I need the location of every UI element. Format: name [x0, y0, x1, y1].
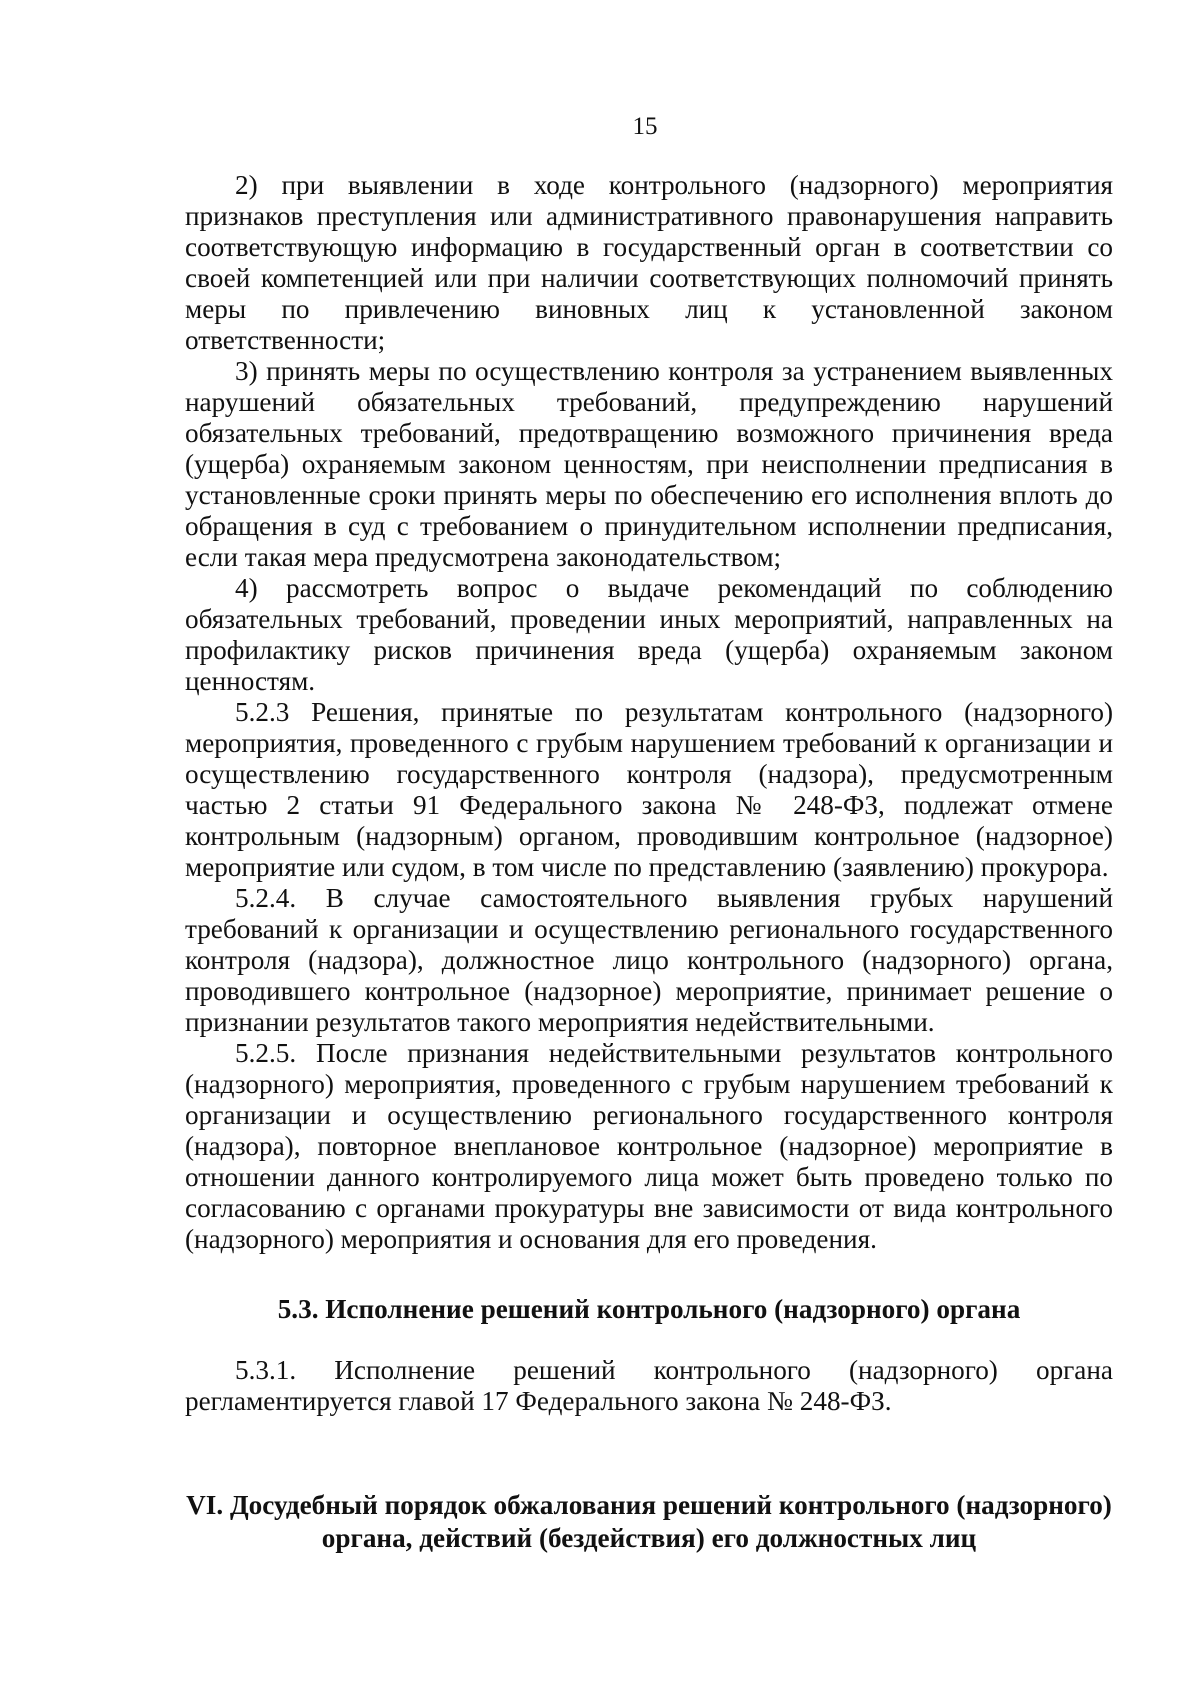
paragraph-item-4: 4) рассмотреть вопрос о выдаче рекомендаций по соблюдению обязательных требований, проведении иных мероприятий, направленных на профилактику рисков причинения вреда (ущерба) охраняемым законом ценностям. [185, 573, 1113, 696]
paragraph-5-3-1: 5.3.1. Исполнение решений контрольного (надзорного) органа регламентируется главой 17 Федерального закона № 248-ФЗ. [185, 1355, 1113, 1416]
document-body [185, 170, 1113, 1555]
page-number: 15 [632, 113, 658, 140]
paragraph-5-2-5: 5.2.5. После признания недействительными результатов контрольного (надзорного) мероприятия, проведенного с грубым нарушением требований к организации и осуществлению регионального государственного контроля (надзора), повторное внеплановое контрольное (надзорное) мероприятие в отношении данного контролируемого лица может быть проведено только по согласованию с органами прокуратуры вне зависимости от вида контрольного (надзорного) мероприятия и основания для его проведения. [185, 1038, 1113, 1254]
section-heading-6 [185, 1489, 1113, 1555]
paragraph-5-2-4: 5.2.4. В случае самостоятельного выявления грубых нарушений требований к организации и осуществлению регионального государственного контроля (надзора), должностное лицо контрольного (надзорного) органа, проводившего контрольное (надзорное) мероприятие, принимает решение о признании результатов такого мероприятия недействительными. [185, 883, 1113, 1037]
paragraph-5-2-3: 5.2.3 Решения, принятые по результатам контрольного (надзорного) мероприятия, проведенного с грубым нарушением требований к организации и осуществлению государственного контроля (надзора), предусмотренным частью 2 статьи 91 Федерального закона № 248-ФЗ, подлежат отмене контрольным (надзорным) органом, проводившим контрольное (надзорное) мероприятие или судом, в том числе по представлению (заявлению) прокурора. [185, 697, 1113, 882]
paragraph-item-2: 2) при выявлении в ходе контрольного (надзорного) мероприятия признаков преступления или административного правонарушения направить соответствующую информацию в государственный орган в соответствии со своей компетенцией или при наличии соответствующих полномочий принять меры по привлечению виновных лиц к установленной законом ответственности; [185, 170, 1113, 355]
section-heading-6-line-1: VI. Досудебный порядок обжалования решений контрольного (надзорного) [186, 1490, 1112, 1520]
section-heading-6-line-2: органа, действий (бездействия) его должностных лиц [321, 1523, 977, 1553]
paragraph-item-3: 3) принять меры по осуществлению контроля за устранением выявленных нарушений обязательных требований, предупреждению нарушений обязательных требований, предотвращению возможного причинения вреда (ущерба) охраняемым законом ценностям, при неисполнении предписания в установленные сроки принять меры по обеспечению его исполнения вплоть до обращения в суд с требованием о принудительном исполнении предписания, если такая мера предусмотрена законодательством; [185, 356, 1113, 572]
section-heading-5-3: 5.3. Исполнение решений контрольного (надзорного) органа [277, 1294, 1021, 1324]
